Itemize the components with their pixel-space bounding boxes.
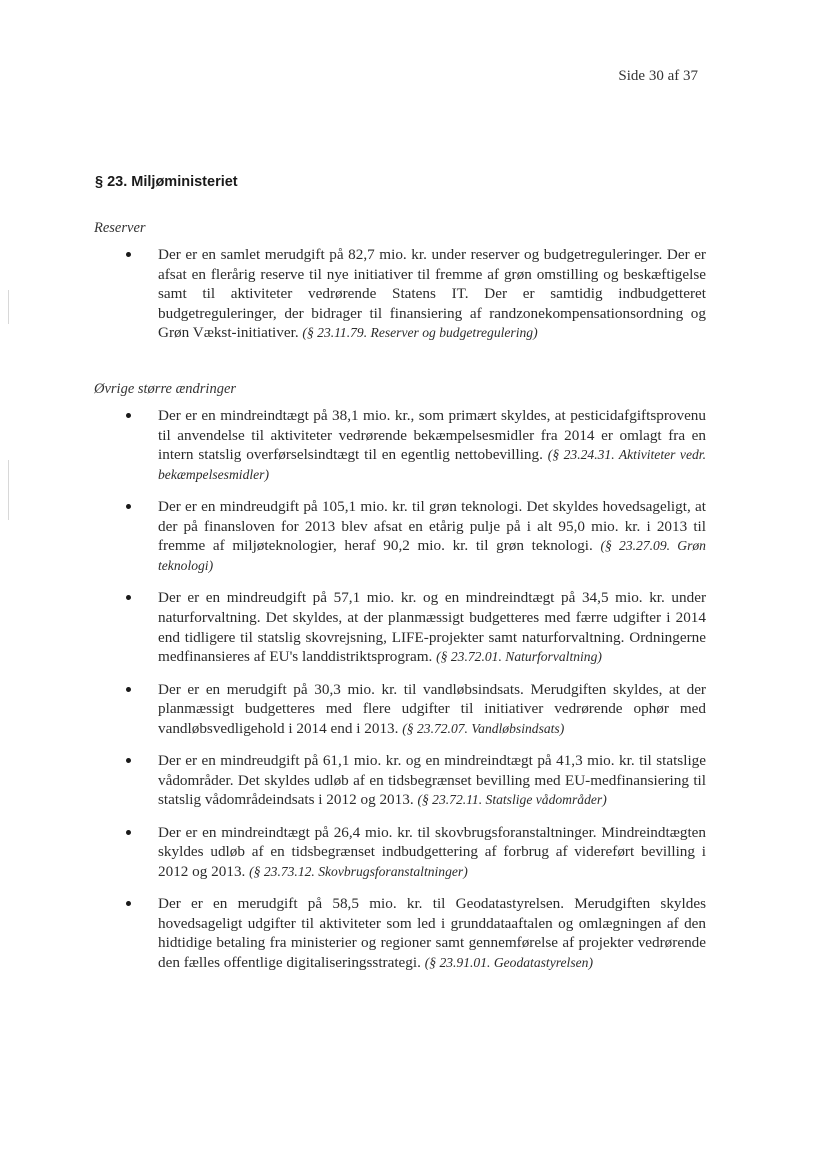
bullet-icon bbox=[126, 413, 131, 418]
item-reference: (§ 23.72.01. Naturforvaltning) bbox=[436, 649, 602, 665]
bullet-list bbox=[94, 245, 706, 343]
scan-margin-mark bbox=[8, 460, 9, 520]
list-item bbox=[94, 751, 706, 810]
page-number: Side 30 af 37 bbox=[618, 68, 698, 84]
list-item bbox=[94, 497, 706, 575]
item-text: Der er en samlet merudgift på 82,7 mio. kr. under reserver og budgetreguleringer. Der er afsat en flerårig reserve til nye initiativer til fremme af grøn omstilling og beskæftigelse samt til aktiviteter vedrørende Statens IT. Der er samtidig indbudgetteret budgetreguleringer, der bidrager til finansiering af randzonekompensationsordning og Grøn Vækst-initiativer. bbox=[158, 246, 706, 342]
item-reference: (§ 23.72.11. Statslige vådområder) bbox=[417, 792, 607, 808]
item-reference: (§ 23.73.12. Skovbrugsforanstaltninger) bbox=[249, 863, 468, 879]
section-title: Reserver bbox=[94, 220, 146, 236]
section-reserver bbox=[94, 220, 706, 356]
bullet-icon bbox=[126, 830, 131, 835]
scan-margin-mark bbox=[8, 290, 9, 324]
bullet-list bbox=[94, 406, 706, 973]
bullet-icon bbox=[126, 687, 131, 692]
list-item bbox=[94, 894, 706, 972]
page-title: § 23. Miljøministeriet bbox=[95, 174, 238, 190]
item-text: Der er en mindreindtægt på 26,4 mio. kr. til skovbrugsforanstaltninger. Mindreindtægten skyldes udløb af en tidsbegrænset indbudgettering af forbrug af videreført bevilling i 2012 og 2013. bbox=[158, 823, 706, 880]
bullet-icon bbox=[126, 252, 131, 257]
item-reference: (§ 23.27.09. Grøn teknologi) bbox=[158, 538, 706, 573]
section-title: Øvrige større ændringer bbox=[94, 381, 237, 397]
item-text: Der er en mindreudgift på 61,1 mio. kr. og en mindreindtægt på 41,3 mio. kr. til statslige vådområder. Det skyldes udløb af en tidsbegrænset bevilling med EU-medfinansiering til statslig vådområdeindsats i 2012 og 2013. bbox=[158, 752, 706, 809]
item-text: Der er en mindreindtægt på 38,1 mio. kr., som primært skyldes, at pesticidafgiftsprovenu til anvendelse til aktiviteter vedrørende bekæmpelsesmidler fra 2014 er omlagt fra en intern statslig overførselsindtægt til en egentlig nettobevilling. bbox=[158, 407, 706, 464]
bullet-icon bbox=[126, 595, 131, 600]
section-oevrige bbox=[94, 381, 706, 985]
list-item bbox=[94, 823, 706, 882]
bullet-icon bbox=[126, 758, 131, 763]
item-reference: (§ 23.72.07. Vandløbsindsats) bbox=[402, 720, 565, 736]
item-text: Der er en merudgift på 58,5 mio. kr. til Geodatastyrelsen. Merudgiften skyldes hovedsageligt udgifter til aktiviteter som led i grunddataaftalen og omlægningen af den hidtidige betaling fra ministerier og regioner samt gennemførelse af projekter vedrørende den fælles offentlige digitaliseringsstrategi. bbox=[158, 895, 706, 972]
list-item bbox=[94, 406, 706, 484]
item-text: Der er en mindreudgift på 105,1 mio. kr. til grøn teknologi. Det skyldes hovedsageligt, at der på finansloven for 2013 blev afsat en etårig pulje på i alt 95,0 mio. kr. i 2013 til fremme af miljøteknologier, heraf 90,2 mio. kr. til grøn teknologi. bbox=[158, 498, 706, 555]
list-item bbox=[94, 588, 706, 666]
bullet-icon bbox=[126, 901, 131, 906]
list-item bbox=[94, 680, 706, 739]
item-text: Der er en mindreudgift på 57,1 mio. kr. og en mindreindtægt på 34,5 mio. kr. under naturforvaltning. Det skyldes, at der planmæssigt budgetteres med færre udgifter i 2014 end tidligere til statslig skovrejsning, LIFE-projekter samt naturforvaltning. Ordningerne medfinansieres af EU's landdistriktsprogram. bbox=[158, 589, 706, 666]
list-item bbox=[94, 245, 706, 343]
item-reference: (§ 23.24.31. Aktiviteter vedr. bekæmpelsesmidler) bbox=[158, 447, 706, 482]
item-reference: (§ 23.91.01. Geodatastyrelsen) bbox=[424, 955, 593, 971]
item-reference: (§ 23.11.79. Reserver og budgetregulering) bbox=[302, 325, 538, 341]
bullet-icon bbox=[126, 504, 131, 509]
item-text: Der er en merudgift på 30,3 mio. kr. til vandløbsindsats. Merudgiften skyldes, at der planmæssigt budgetteres med flere udgifter til initiativer vedrørende ophør med vandløbsvedligehold i 2014 end i 2013. bbox=[158, 680, 706, 737]
